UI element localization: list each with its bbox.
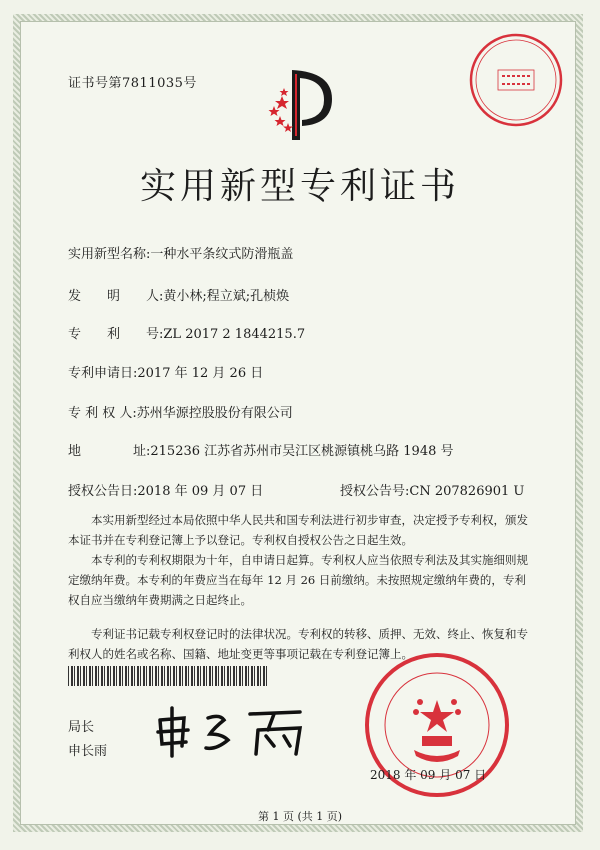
certificate-number: 证书号第7811035号 (68, 76, 197, 91)
signature-name: 申长雨 (68, 744, 108, 759)
handwritten-signature-icon (150, 700, 310, 760)
paragraph-1: 本实用新型经过本局依照中华人民共和国专利法进行初步审查，决定授予专利权，颁发本证书并在专利登记簿上予以登记。专利权自授权公告之日起生效。 (68, 513, 528, 547)
field-address: 地 址:215236 江苏省苏州市吴江区桃源镇桃乌路 1948 号 (68, 444, 454, 459)
field-patent-number: 专 利 号:ZL 2017 2 1844215.7 (68, 327, 306, 342)
paragraph-3: 专利证书记载专利权登记时的法律状况。专利权的转移、质押、无效、终止、恢复和专利权人的姓名或名称、国籍、地址变更等事项记载在专利登记簿上。 (68, 627, 528, 661)
field-patentee: 专 利 权 人:苏州华源控股股份有限公司 (68, 406, 293, 421)
signature-role: 局长 (68, 720, 95, 735)
tax-stamp-icon (466, 30, 566, 130)
barcode (68, 666, 268, 686)
field-publication-number: 授权公告号:CN 207826901 U (340, 484, 525, 499)
certificate-title: 实用新型专利证书 (139, 166, 460, 207)
page-footer: 第 1 页 (共 1 页) (257, 810, 343, 823)
cnipa-logo-icon (262, 66, 342, 144)
field-name: 实用新型名称:一种水平条纹式防滑瓶盖 (68, 247, 294, 262)
certificate-text (68, 510, 536, 664)
field-grant-date: 授权公告日:2018 年 09 月 07 日 (68, 484, 264, 499)
field-application-date: 专利申请日:2017 年 12 月 26 日 (68, 366, 264, 381)
seal-date: 2018 年 09 月 07 日 (370, 768, 487, 782)
field-inventors: 发 明 人:黄小林;程立斌;孔桢焕 (68, 289, 290, 304)
paragraph-2: 本专利的专利权期限为十年，自申请日起算。专利权人应当依照专利法及其实施细则规定缴纳年费。本专利的年费应当在每年 12 月 26 日前缴纳。未按照规定缴纳年费的，专利权自应当缴纳年费期满之日起终止。 (68, 553, 528, 607)
